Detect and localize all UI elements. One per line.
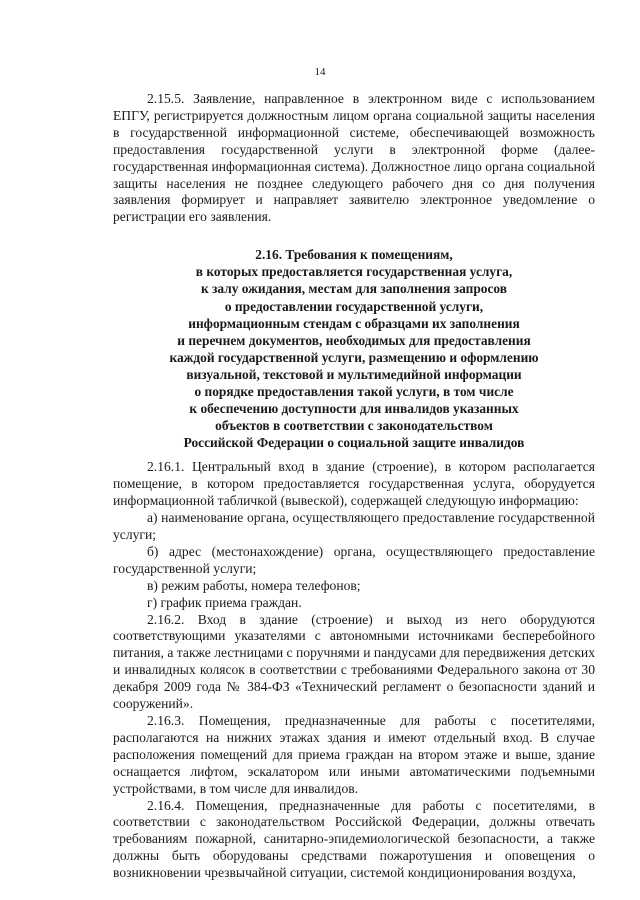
heading-line: Российской Федерации о социальной защите инвалидов (183, 435, 525, 451)
heading-line: в которых предоставляется государственная услуга, (195, 264, 513, 280)
document-body (113, 91, 595, 882)
paragraph-2-16-2: 2.16.2. Вход в здание (строение) и выход из него оборудуются соответствующими указателями с автономными источниками бесперебойного питания, а также лестницами с поручнями и пандусами для передвижения детских и инвалидных колясок в соответствии с требованиями Федерального закона от 30 декабря 2009 года № 384-ФЗ «Технический регламент о безопасности зданий и сооружений». (113, 611, 595, 712)
paragraph-2-16-3: 2.16.3. Помещения, предназначенные для работы с посетителями, располагаются на нижних этажах здания и имеют отдельный вход. В случае расположения помещений для приема граждан на втором этаже и выше, здание оснащается лифтом, эскалатором или иными автоматическими подъемными устройствами, в том числе для инвалидов. (113, 712, 595, 796)
heading-line: о порядке предоставления такой услуги, в том числе (194, 384, 514, 399)
page-number: 14 (314, 66, 326, 78)
heading-line: о предоставлении государственной услуги, (224, 298, 484, 314)
heading-line: и перечнем документов, необходимых для предоставления (177, 332, 531, 348)
paragraph-2-16-1: 2.16.1. Центральный вход в здание (строение), в котором располагается помещение, в котором предоставляется государственная услуга, оборудуется информационной табличкой (вывеской), содержащей следующую информацию: (113, 459, 595, 509)
heading-line: визуальной, текстовой и мультимедийной информации (186, 366, 522, 382)
heading-line: к обеспечению доступности для инвалидов указанных (189, 401, 519, 417)
heading-line: каждой государственной услуги, размещению и оформлению (169, 349, 539, 365)
heading-line: информационным стендам с образцами их заполнения (188, 315, 520, 331)
section-heading-2-16 (113, 246, 595, 451)
heading-line: 2.16. Требования к помещениям, (255, 247, 453, 263)
list-item-b: б) адрес (местонахождение) органа, осуществляющего предоставление государственной услуги; (113, 543, 595, 576)
heading-line: объектов в соответствии с законодательством (215, 418, 493, 434)
list-item-v: в) режим работы, номера телефонов; (147, 577, 361, 593)
paragraph-2-15-5: 2.15.5. Заявление, направленное в электронном виде с использованием ЕПГУ, регистрируется должностным лицом органа социальной защиты населения в государственной информационной системе, обеспечивающей возможность предоставления государственной услуги в электронной форме (далее-государственная информационная система). Должностное лицо органа социальной защиты населения не позднее следующего рабочего дня со дня получения заявления формирует и направляет заявителю электронное уведомление о регистрации его заявления. (113, 91, 595, 225)
heading-line: к залу ожидания, местам для заполнения запросов (200, 281, 508, 297)
list-item-g: г) график приема граждан. (147, 594, 302, 610)
list-item-a: а) наименование органа, осуществляющего предоставление государственной услуги; (113, 510, 595, 542)
paragraph-2-16-4: 2.16.4. Помещения, предназначенные для работы с посетителями, в соответствии с законодательством Российской Федерации, должны отвечать требованиям пожарной, санитарно-эпидемиологической безопасности, а также должны быть оборудованы средствами пожаротушения и оповещения о возникновении чрезвычайной ситуации, системой кондиционирования воздуха, (113, 797, 595, 881)
